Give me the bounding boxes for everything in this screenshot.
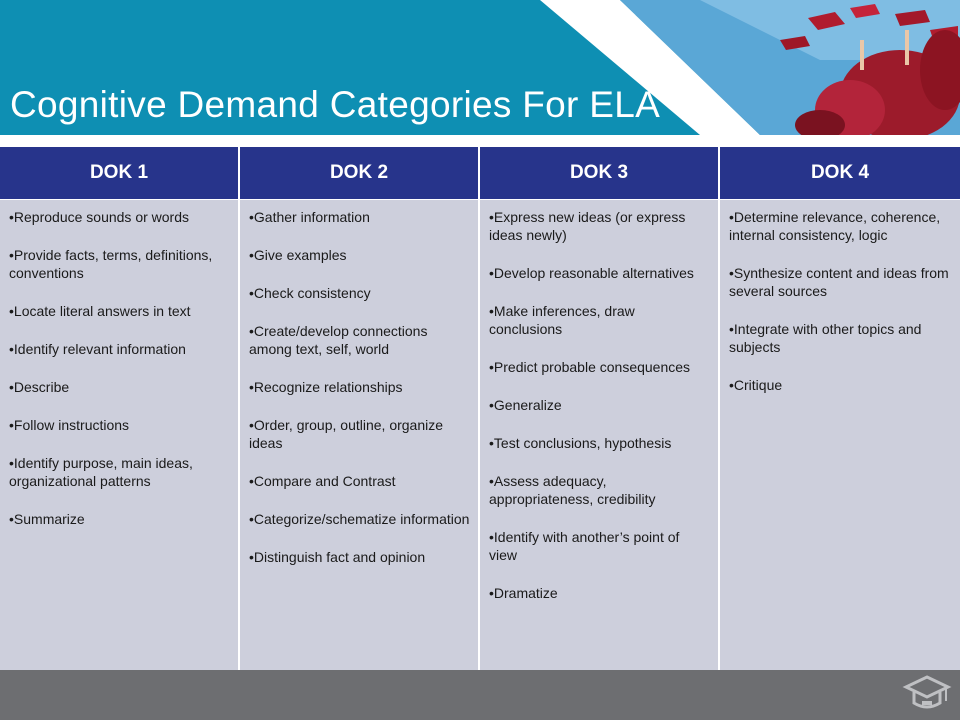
cell-dok2 xyxy=(240,200,480,670)
graduation-cap-logo-icon xyxy=(902,671,952,717)
cell-dok4 xyxy=(720,200,960,670)
page-title: Cognitive Demand Categories For ELA xyxy=(10,84,661,125)
list-item: • Give examples xyxy=(249,246,470,264)
header-dok2: DOK 2 xyxy=(240,147,480,199)
list-item: • Identify relevant information xyxy=(9,340,230,358)
list-item: • Identify with another’s point of view xyxy=(489,528,710,564)
list-item: • Provide facts, terms, definitions, conventions xyxy=(9,246,230,282)
list-item: • Synthesize content and ideas from several sources xyxy=(729,264,952,300)
dok4-list xyxy=(729,208,952,394)
list-item: • Generalize xyxy=(489,396,710,414)
table-header-row xyxy=(0,147,960,199)
dok2-list xyxy=(249,208,470,566)
list-item: • Gather information xyxy=(249,208,470,226)
list-item: • Develop reasonable alternatives xyxy=(489,264,710,282)
list-item: • Reproduce sounds or words xyxy=(9,208,230,226)
list-item: • Order, group, outline, organize ideas xyxy=(249,416,470,452)
list-item: • Make inferences, draw conclusions xyxy=(489,302,710,338)
list-item: • Predict probable consequences xyxy=(489,358,710,376)
list-item: • Locate literal answers in text xyxy=(9,302,230,320)
list-item: • Dramatize xyxy=(489,584,710,602)
list-item: • Determine relevance, coherence, internal consistency, logic xyxy=(729,208,952,244)
list-item: • Critique xyxy=(729,376,952,394)
list-item: • Recognize relationships xyxy=(249,378,470,396)
header-dok4: DOK 4 xyxy=(720,147,960,199)
table-body-row xyxy=(0,200,960,670)
list-item: • Express new ideas (or express ideas newly) xyxy=(489,208,710,244)
list-item: • Assess adequacy, appropriateness, credibility xyxy=(489,472,710,508)
list-item: • Test conclusions, hypothesis xyxy=(489,434,710,452)
header-dok1: DOK 1 xyxy=(0,147,240,199)
list-item: • Create/develop connections among text, self, world xyxy=(249,322,470,358)
dok1-list xyxy=(9,208,230,528)
list-item: • Identify purpose, main ideas, organizational patterns xyxy=(9,454,230,490)
list-item: • Categorize/schematize information xyxy=(249,510,470,528)
list-item: • Summarize xyxy=(9,510,230,528)
cell-dok3 xyxy=(480,200,720,670)
footer-bar xyxy=(0,670,960,720)
list-item: • Describe xyxy=(9,378,230,396)
list-item: • Compare and Contrast xyxy=(249,472,470,490)
list-item: • Follow instructions xyxy=(9,416,230,434)
list-item: • Distinguish fact and opinion xyxy=(249,548,470,566)
cell-dok1 xyxy=(0,200,240,670)
header-dok3: DOK 3 xyxy=(480,147,720,199)
list-item: • Check consistency xyxy=(249,284,470,302)
dok3-list xyxy=(489,208,710,602)
list-item: • Integrate with other topics and subjects xyxy=(729,320,952,356)
